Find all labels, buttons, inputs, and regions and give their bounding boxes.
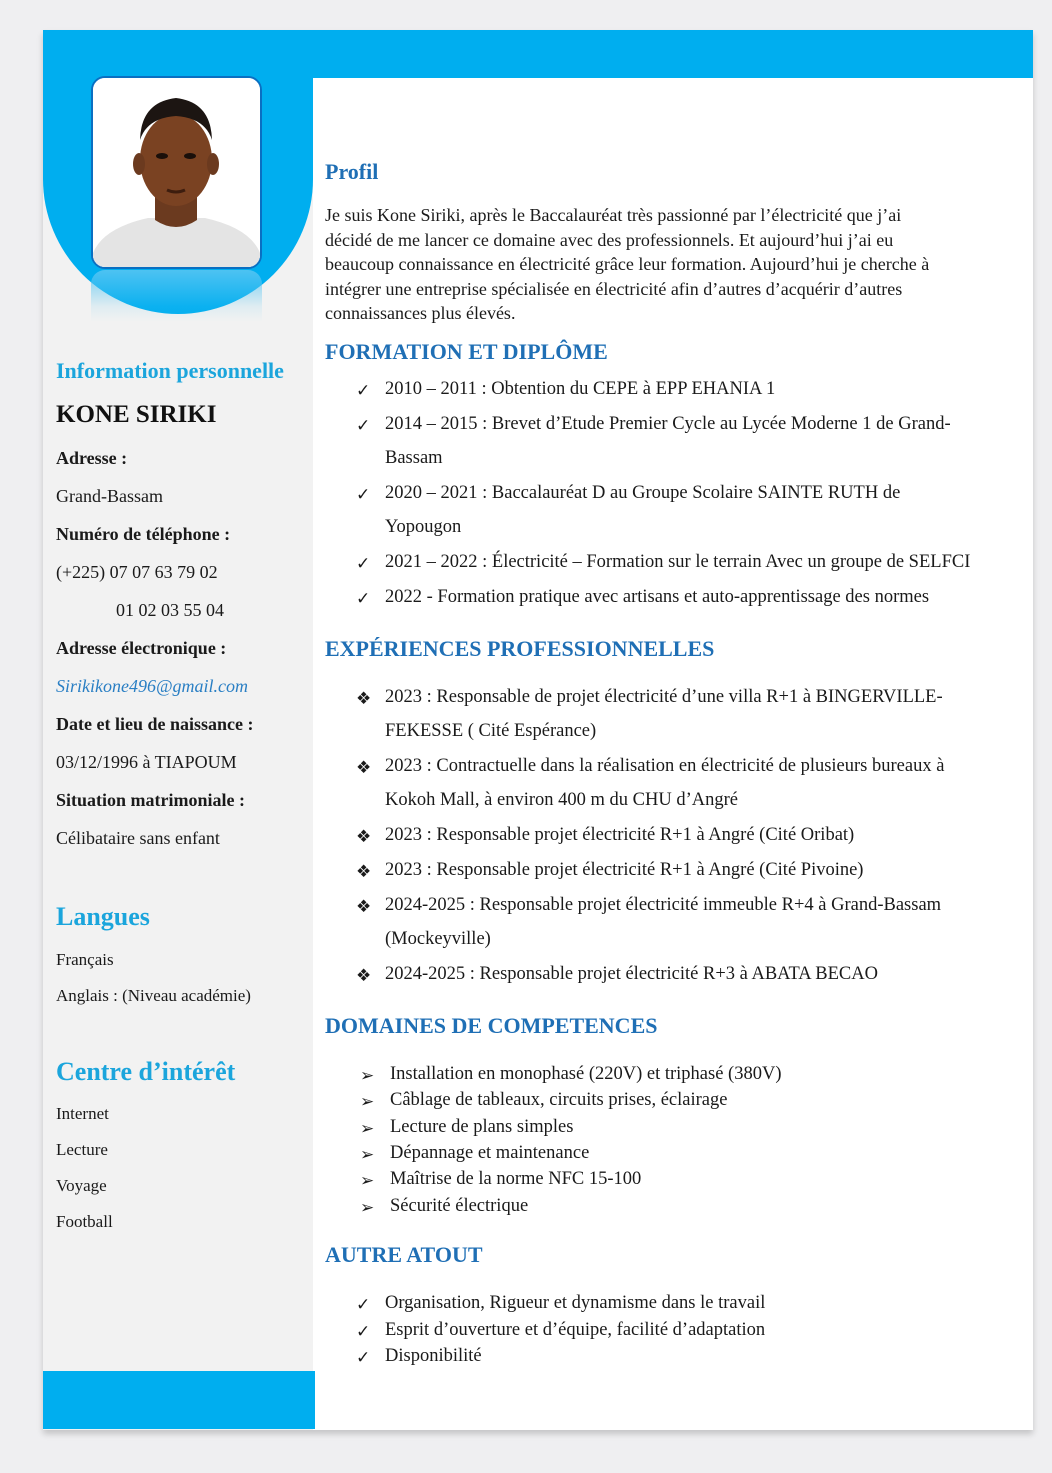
- list-item-text: 2010 – 2011 : Obtention du CEPE à EPP EHANIA 1: [385, 379, 776, 399]
- check-icon: ✓: [356, 1321, 371, 1341]
- diamond-bullet-icon: ❖: [356, 758, 372, 777]
- skills-heading: DOMAINES DE COMPETENCES: [325, 1013, 658, 1038]
- list-item-text: Maîtrise de la norme NFC 15-100: [390, 1169, 642, 1190]
- arrow-bullet-icon: ➢: [360, 1144, 375, 1164]
- profil-text: [325, 203, 1015, 326]
- arrow-bullet-icon: ➢: [360, 1197, 375, 1217]
- list-item-text: Disponibilité: [385, 1346, 482, 1366]
- list-item-text: Kokoh Mall, à environ 400 m du CHU d’Angré: [385, 790, 738, 810]
- diamond-bullet-icon: ❖: [356, 862, 372, 881]
- list-item-text: 2024-2025 : Responsable projet électricité R+3 à ABATA BECAO: [385, 964, 878, 984]
- cv-page: [43, 30, 1033, 1430]
- list-item-text: Installation en monophasé (220V) et triphasé (380V): [390, 1064, 782, 1084]
- phone-1: (+225) 07 07 63 79 02: [56, 562, 218, 582]
- diamond-bullet-icon: ❖: [356, 966, 372, 985]
- list-item-text: 2023 : Responsable de projet électricité d’une villa R+1 à BINGERVILLE-: [385, 687, 943, 707]
- list-item-text: 2023 : Responsable projet électricité R+1 à Angré (Cité Oribat): [385, 825, 855, 845]
- list-item-text: Sécurité électrique: [390, 1195, 529, 1216]
- arrow-bullet-icon: ➢: [360, 1092, 375, 1112]
- formation-heading: FORMATION ET DIPLÔME: [325, 339, 608, 364]
- interest-item: Lecture: [56, 1140, 108, 1159]
- diamond-bullet-icon: ❖: [356, 897, 372, 916]
- check-icon: ✓: [356, 416, 371, 435]
- interest-item: Voyage: [56, 1176, 107, 1195]
- phone-label: Numéro de téléphone :: [56, 524, 231, 544]
- interests-heading: Centre d’intérêt: [56, 1057, 236, 1086]
- check-icon: ✓: [356, 554, 371, 573]
- interest-item: Internet: [56, 1104, 109, 1123]
- list-item-text: Lecture de plans simples: [390, 1116, 574, 1137]
- profil-line: Je suis Kone Siriki, après le Baccalauréat très passionné par l’électricité que j’ai: [325, 205, 902, 225]
- list-item-text: 2022 - Formation pratique avec artisans et auto-apprentissage des normes: [385, 587, 930, 607]
- address-label: Adresse :: [56, 448, 128, 468]
- check-icon: ✓: [356, 485, 371, 504]
- check-icon: ✓: [356, 1348, 371, 1367]
- check-icon: ✓: [356, 1295, 371, 1314]
- list-item-text: Bassam: [385, 448, 443, 468]
- list-item-text: Organisation, Rigueur et dynamisme dans le travail: [385, 1293, 766, 1313]
- profil-line: connaissances plus élevés.: [325, 303, 516, 324]
- profil-line: intégrer une entreprise spécialisée en électricité afin d’autres d’acquérir d’autres: [325, 278, 903, 299]
- list-item-text: Yopougon: [385, 517, 462, 537]
- profil-line: décidé de me lancer ce domaine avec des professionnels. Et aujourd’hui j’ai eu: [325, 229, 894, 250]
- language-item: Anglais : (Niveau académie): [56, 986, 251, 1005]
- list-item-text: 2023 : Contractuelle dans la réalisation en électricité de plusieurs bureaux à: [385, 756, 945, 776]
- sidebar: [43, 30, 313, 1430]
- interest-item: Football: [56, 1212, 113, 1231]
- list-item-text: FEKESSE ( Cité Espérance): [385, 721, 597, 741]
- list-item-text: 2020 – 2021 : Baccalauréat D au Groupe Scolaire SAINTE RUTH de: [385, 483, 901, 503]
- footer-blue-block: [43, 1371, 315, 1429]
- list-item-text: Dépannage et maintenance: [390, 1142, 590, 1163]
- email-link[interactable]: Sirikikone496@gmail.com: [56, 676, 249, 696]
- diamond-bullet-icon: ❖: [356, 827, 372, 846]
- email-label: Adresse électronique :: [56, 638, 227, 658]
- phone-2: 01 02 03 55 04: [116, 600, 224, 620]
- arrow-bullet-icon: ➢: [360, 1066, 375, 1085]
- profil-line: beaucoup connaissance en électricité grâce leur formation. Aujourd’hui je cherche à: [325, 254, 930, 275]
- birth-label: Date et lieu de naissance :: [56, 714, 254, 734]
- language-item: Français: [56, 950, 114, 969]
- list-item-text: (Mockeyville): [385, 929, 491, 949]
- list-item-text: 2024-2025 : Responsable projet électricité immeuble R+4 à Grand-Bassam: [385, 895, 942, 915]
- list-item-text: 2014 – 2015 : Brevet d’Etude Premier Cycle au Lycée Moderne 1 de Grand-: [385, 414, 951, 434]
- full-name: KONE SIRIKI: [56, 401, 217, 428]
- marital-value: Célibataire sans enfant: [56, 828, 220, 848]
- check-icon: ✓: [356, 589, 371, 608]
- info-heading: Information personnelle: [56, 358, 284, 383]
- photo-reflection: [91, 270, 262, 322]
- birth-value: 03/12/1996 à TIAPOUM: [56, 752, 237, 772]
- person-photo-icon: [93, 78, 260, 267]
- list-item-text: Câblage de tableaux, circuits prises, éclairage: [390, 1090, 728, 1111]
- address-value: Grand-Bassam: [56, 486, 163, 506]
- check-icon: ✓: [356, 381, 371, 400]
- list-item-text: 2021 – 2022 : Électricité – Formation sur le terrain Avec un groupe de SELFCI: [385, 552, 971, 572]
- diamond-bullet-icon: ❖: [356, 689, 372, 708]
- header-blue-bar: [313, 30, 1033, 78]
- experience-heading: EXPÉRIENCES PROFESSIONNELLES: [325, 636, 715, 661]
- list-item-text: Esprit d’ouverture et d’équipe, facilité d’adaptation: [385, 1319, 766, 1340]
- arrow-bullet-icon: ➢: [360, 1118, 375, 1138]
- assets-heading: AUTRE ATOUT: [325, 1242, 483, 1267]
- marital-label: Situation matrimoniale :: [56, 790, 245, 810]
- arrow-bullet-icon: ➢: [360, 1171, 375, 1191]
- profil-heading: Profil: [325, 159, 379, 184]
- profile-photo: [91, 76, 262, 269]
- languages-heading: Langues: [56, 902, 150, 931]
- list-item-text: 2023 : Responsable projet électricité R+1 à Angré (Cité Pivoine): [385, 860, 864, 880]
